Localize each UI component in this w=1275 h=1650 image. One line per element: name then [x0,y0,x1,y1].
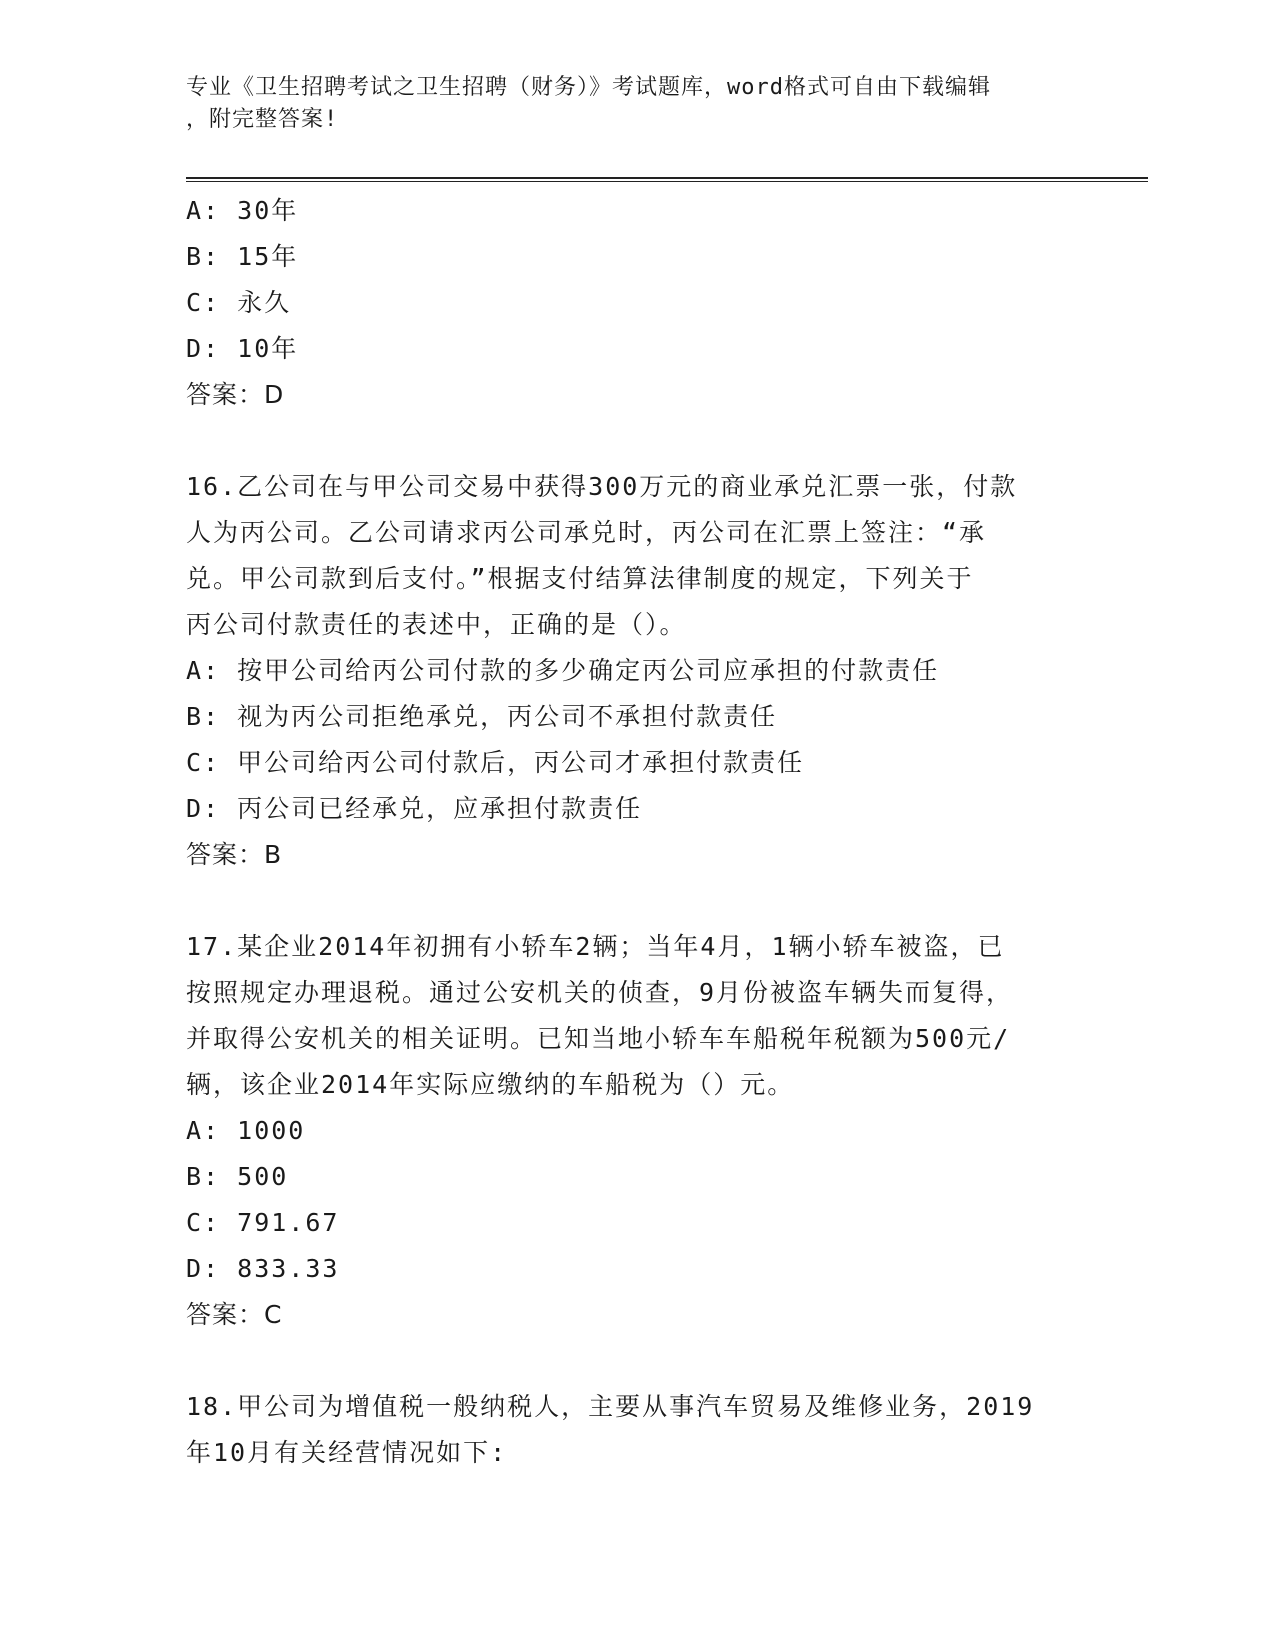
option-b: B: 500 [186,1162,289,1191]
answer: 答案：C [186,1300,283,1329]
question-stem [186,464,1086,648]
option-b: B: 视为丙公司拒绝承兑，丙公司不承担付款责任 [186,702,778,731]
option-c: C: 791.67 [186,1208,340,1237]
option-c: C: 甲公司给丙公司付款后，丙公司才承担付款责任 [186,748,805,777]
option-a: A: 30年 [186,196,299,225]
header-divider-thick [186,177,1148,179]
question-18 [186,1384,1086,1476]
answer: 答案：B [186,840,283,869]
document-header [186,72,1066,136]
question-16 [186,464,1086,878]
header-line-1: 专业《卫生招聘考试之卫生招聘（财务）》考试题库，word格式可自由下载编辑 [186,75,991,100]
stem-line: 17.某企业2014年初拥有小轿车2辆；当年4月，1辆小轿车被盗，已 [186,932,1005,961]
stem-line: 18.甲公司为增值税一般纳税人，主要从事汽车贸易及维修业务，2019 [186,1392,1035,1421]
stem-line: 16.乙公司在与甲公司交易中获得300万元的商业承兑汇票一张，付款 [186,472,1018,501]
answer: 答案：D [186,380,285,409]
option-d: D: 丙公司已经承兑，应承担付款责任 [186,794,643,823]
option-d: D: 10年 [186,334,299,363]
question-stem [186,924,1086,1108]
stem-line: 年10月有关经营情况如下: [186,1438,508,1467]
document-body [186,188,1086,1476]
stem-line: 辆，该企业2014年实际应缴纳的车船税为（）元。 [186,1070,795,1099]
option-d: D: 833.33 [186,1254,340,1283]
header-line-2: ，附完整答案! [186,107,339,132]
option-b: B: 15年 [186,242,299,271]
stem-line: 按照规定办理退税。通过公安机关的侦查，9月份被盗车辆失而复得， [186,978,1014,1007]
header-divider-thin [186,181,1148,182]
stem-line: 并取得公安机关的相关证明。已知当地小轿车车船税年税额为500元/ [186,1024,1011,1053]
spacer [186,878,1086,924]
option-c: C: 永久 [186,288,292,317]
question-15 [186,188,1086,418]
stem-line: 丙公司付款责任的表述中，正确的是（）。 [186,610,687,639]
option-a: A: 按甲公司给丙公司付款的多少确定丙公司应承担的付款责任 [186,656,940,685]
option-a: A: 1000 [186,1116,306,1145]
stem-line: 人为丙公司。乙公司请求丙公司承兑时，丙公司在汇票上签注：“承 [186,518,987,547]
spacer [186,1338,1086,1384]
spacer [186,418,1086,464]
stem-line: 兑。甲公司款到后支付。”根据支付结算法律制度的规定，下列关于 [186,564,974,593]
question-17 [186,924,1086,1338]
question-stem [186,1384,1086,1476]
